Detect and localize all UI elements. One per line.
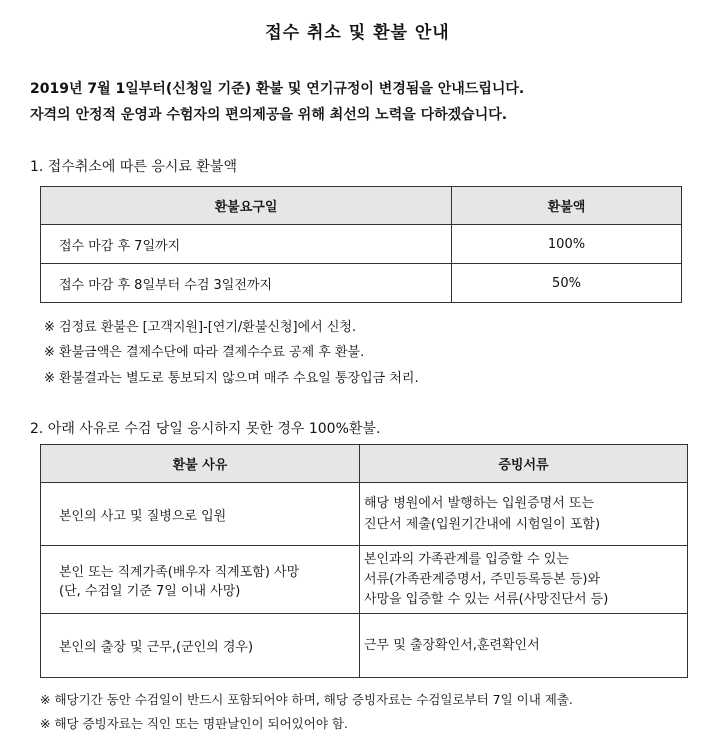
document-line: 진단서 제출(입원기간내에 시험일이 포함) bbox=[364, 517, 601, 532]
documents-cell bbox=[360, 483, 688, 546]
page-title: 접수 취소 및 환불 안내 bbox=[265, 23, 450, 43]
refund-amount-table bbox=[40, 186, 682, 303]
document-line: 서류(가족관계증명서, 주민등록등본 등)와 bbox=[364, 571, 601, 587]
reason-line: 본인 또는 직계가족(배우자 직계포함) 사망 bbox=[59, 564, 300, 580]
document-line: 해당 병원에서 발행하는 입원증명서 또는 bbox=[364, 496, 595, 511]
column-header-refund-amount: 환불액 bbox=[452, 187, 682, 225]
reason-cell bbox=[41, 483, 360, 546]
reason-cell bbox=[41, 546, 360, 614]
intro-line-1: 2019년 7월 1일부터(신청일 기준) 환불 및 연기규정이 변경됨을 안내드립니다. bbox=[30, 81, 525, 97]
note-proof-seal: ※ 해당 증빙자료는 직인 또는 명판날인이 되어있어야 함. bbox=[40, 716, 348, 731]
note-refund-result: ※ 환불결과는 별도로 통보되지 않으며 매주 수요일 통장입금 처리. bbox=[44, 371, 419, 386]
refund-date-cell: 접수 마감 후 7일까지 bbox=[41, 225, 452, 264]
table-row bbox=[41, 614, 688, 678]
document-line: 근무 및 출장확인서,훈련확인서 bbox=[364, 638, 540, 653]
table-header-row bbox=[41, 445, 688, 483]
table-row bbox=[41, 264, 682, 303]
column-header-refund-date: 환불요구일 bbox=[41, 187, 452, 225]
section-2-heading: 2. 아래 사유로 수검 당일 응시하지 못한 경우 100%환불. bbox=[30, 421, 381, 437]
refund-amount-cell: 100% bbox=[452, 225, 682, 264]
note-proof-deadline: ※ 해당기간 동안 수검일이 반드시 포함되어야 하며, 해당 증빙자료는 수검일로부터 7일 이내 제출. bbox=[40, 692, 573, 707]
reason-line: 본인의 출장 및 근무,(군인의 경우) bbox=[59, 640, 254, 655]
intro-line-2: 자격의 안정적 운영과 수험자의 편의제공을 위해 최선의 노력을 다하겠습니다. bbox=[30, 107, 508, 123]
refund-amount-cell: 50% bbox=[452, 264, 682, 303]
document-line: 본인과의 가족관계를 입증할 수 있는 bbox=[364, 551, 569, 567]
section-1-heading: 1. 접수취소에 따른 응시료 환불액 bbox=[30, 159, 237, 175]
document-line: 사망을 입증할 수 있는 서류(사망진단서 등) bbox=[364, 591, 609, 607]
note-refund-apply: ※ 검정료 환불은 [고객지원]-[연기/환불신청]에서 신청. bbox=[44, 320, 357, 335]
refund-reason-table bbox=[40, 444, 688, 678]
column-header-documents: 증빙서류 bbox=[360, 445, 688, 483]
refund-date-cell: 접수 마감 후 8일부터 수검 3일전까지 bbox=[41, 264, 452, 303]
reason-line: 본인의 사고 및 질병으로 입원 bbox=[59, 508, 227, 524]
reason-cell bbox=[41, 614, 360, 678]
documents-cell bbox=[360, 614, 688, 678]
table-row bbox=[41, 546, 688, 614]
column-header-reason: 환불 사유 bbox=[41, 445, 360, 483]
documents-cell bbox=[360, 546, 688, 614]
reason-line: (단, 수검일 기준 7일 이내 사망) bbox=[59, 583, 241, 599]
table-row bbox=[41, 225, 682, 264]
table-row bbox=[41, 483, 688, 546]
table-header-row bbox=[41, 187, 682, 225]
note-refund-fee: ※ 환불금액은 결제수단에 따라 결제수수료 공제 후 환불. bbox=[44, 345, 365, 360]
